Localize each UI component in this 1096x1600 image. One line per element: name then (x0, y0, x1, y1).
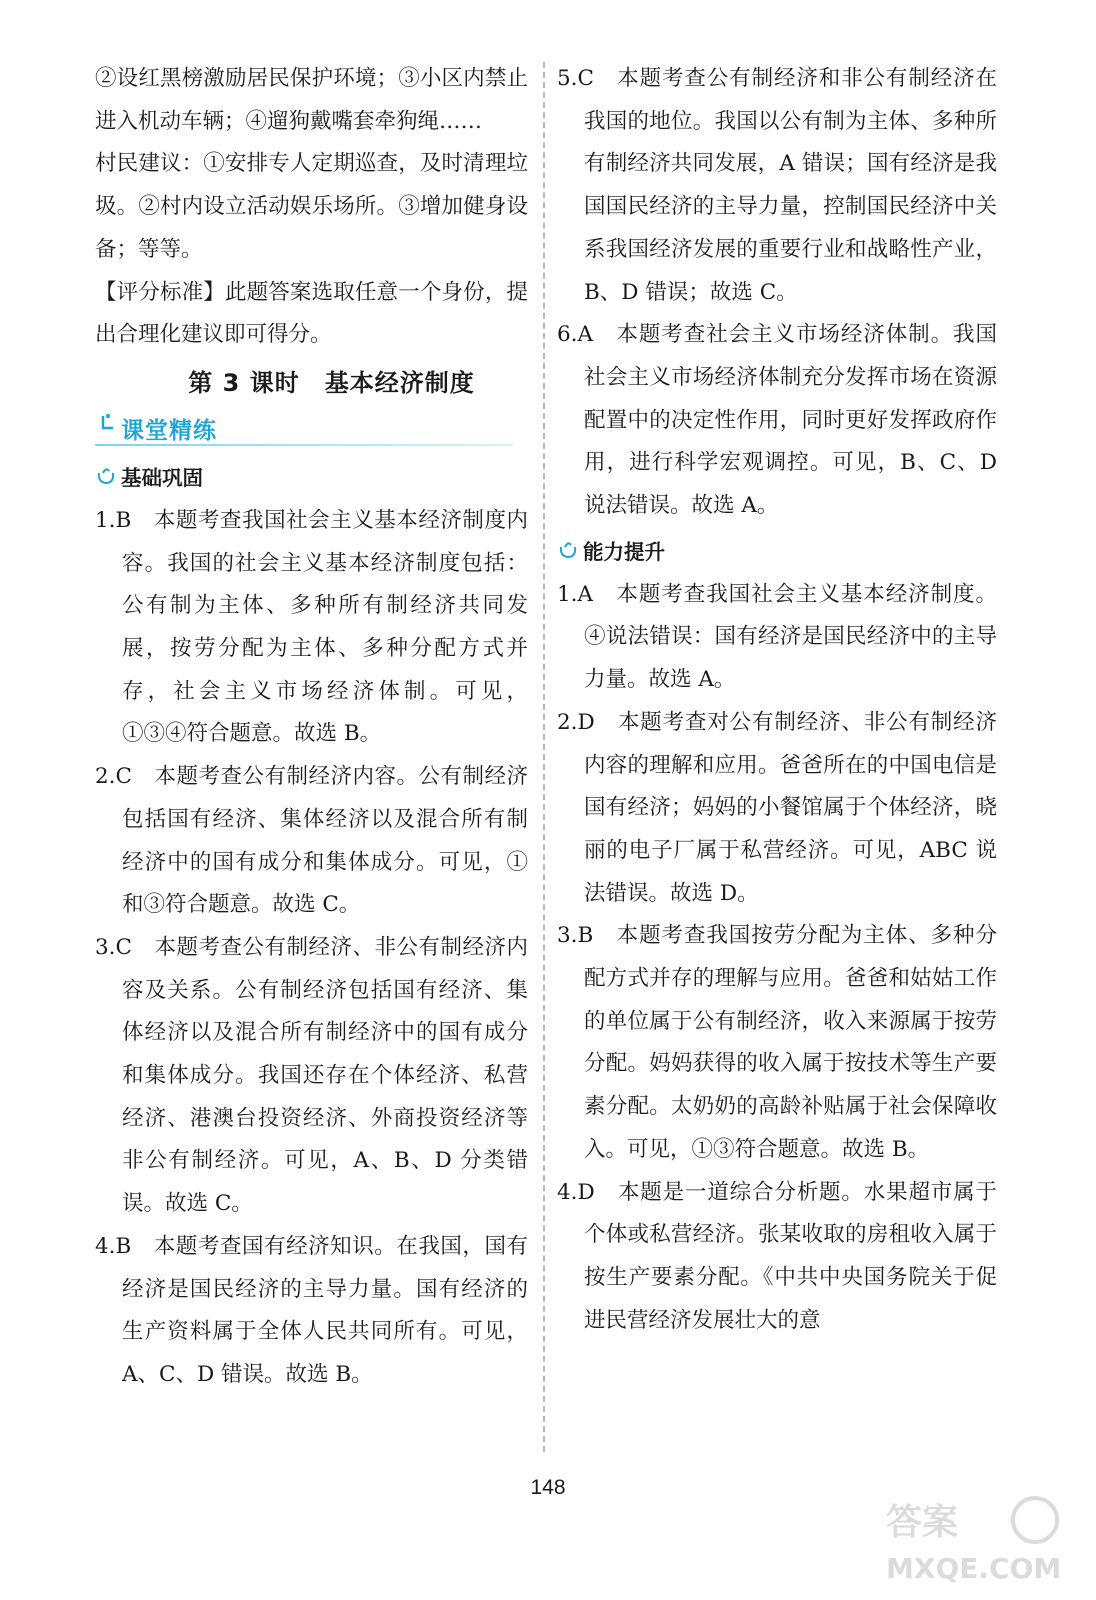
subsection-label: 基础巩固 (121, 465, 203, 490)
leaf-icon (557, 539, 579, 561)
intro-paragraph-2: 村民建议：①安排专人定期巡查，及时清理垃圾。②村内设立活动娱乐场所。③增加健身设备；等等。 (95, 151, 528, 262)
section-bracket-icon (99, 410, 119, 434)
intro-paragraph-1: ②设红黑榜激励居民保护环境；③小区内禁止进入机动车辆；④遛狗戴嘴套牵狗绳…… (95, 66, 528, 134)
answer-item: 6.A 本题考查社会主义市场经济体制。我国社会主义市场经济体制充分发挥市场在资源配置中的决定性作用，同时更好发挥政府作用，进行科学宏观调控。可见，B、C、D 说法错误。故选 A。 (557, 322, 997, 519)
section-label: 课堂精练 (121, 417, 217, 444)
answer-item: 4.B 本题考查国有经济知识。在我国，国有经济是国民经济的主导力量。国有经济的生产资料属于全体人民共同所有。可见，A、C、D 错误。故选 B。 (95, 1233, 528, 1387)
answer-item: 1.B 本题考查我国社会主义基本经济制度内容。我国的社会主义基本经济制度包括：公有制为主体、多种所有制经济共同发展，按劳分配为主体、多种分配方式并存，社会主义市场经济体制。可见，①③④符合题意。故选 B。 (95, 507, 528, 747)
answer-item: 2.D 本题考查对公有制经济、非公有制经济内容的理解和应用。爸爸所在的中国电信是国有经济；妈妈的小餐馆属于个体经济，晓丽的电子厂属于私营经济。可见，ABC 说法错误。故选 D。 (557, 709, 997, 906)
answer-item: 3.B 本题考查我国按劳分配为主体、多种分配方式并存的理解与应用。爸爸和姑姑工作的单位属于公有制经济，收入来源属于按劳分配。妈妈获得的收入属于按技术等生产要素分配。太奶奶的高龄补贴属于社会保障收入。可见，①③符合题意。故选 B。 (557, 923, 997, 1162)
watermark-logo (880, 1490, 1080, 1590)
answer-item: 1.A 本题考查我国社会主义基本经济制度。④说法错误：国有经济是国民经济中的主导力量。故选 A。 (557, 581, 997, 693)
column-divider (543, 62, 545, 1452)
lesson-title: 第 3 课时 基本经济制度 (188, 368, 475, 397)
section-underline (95, 444, 513, 446)
scoring-criteria: 【评分标准】此题答案选取任意一个身份，提出合理化建议即可得分。 (95, 279, 528, 348)
answer-item: 5.C 本题考查公有制经济和非公有制经济在我国的地位。我国以公有制为主体、多种所有制经济共同发展，A 错误；国有经济是我国国民经济的主导力量，控制国民经济中关系我国经济发展的重要行业和战略性产业，B、D 错误；故选 C。 (557, 66, 997, 305)
svg-text:答案: 答案 (886, 1502, 959, 1543)
answer-item: 2.C 本题考查公有制经济内容。公有制经济包括国有经济、集体经济以及混合所有制经济中的国有成分和集体成分。可见，①和③符合题意。故选 C。 (95, 764, 528, 918)
right-column (557, 58, 997, 1342)
section-header (95, 408, 528, 450)
page-number: 148 (530, 1476, 566, 1499)
subsection-label: 能力提升 (583, 539, 665, 564)
answer-item: 3.C 本题考查公有制经济、非公有制经济内容及关系。公有制经济包括国有经济、集体经济以及混合所有制经济中的国有成分和集体成分。我国还存在个体经济、私营经济、港澳台投资经济、外商投资经济等非公有制经济。可见，A、B、D 分类错误。故选 C。 (95, 934, 528, 1217)
answer-item: 4.D 本题是一道综合分析题。水果超市属于个体或私营经济。张某收取的房租收入属于按生产要素分配。《中共中央国务院关于促进民营经济发展壮大的意 (557, 1179, 997, 1333)
leaf-icon (95, 465, 117, 487)
subsection-ability (557, 530, 997, 570)
left-column (95, 58, 528, 1397)
subsection-basic (95, 456, 528, 496)
watermark-text: MXQE.COM (886, 1552, 1062, 1585)
